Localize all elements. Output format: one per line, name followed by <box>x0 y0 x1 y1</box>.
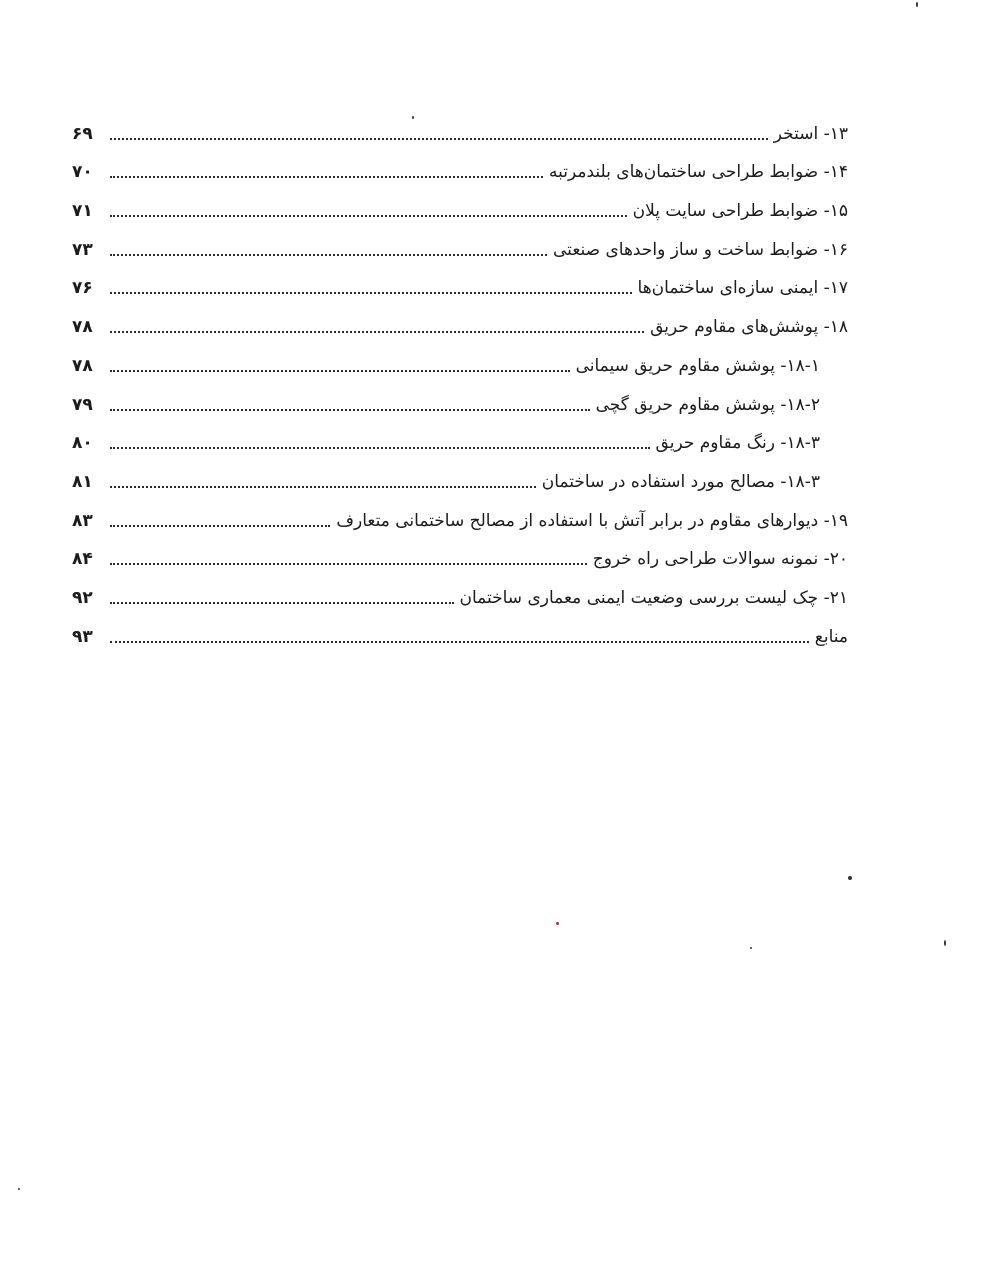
scan-speck <box>916 2 918 7</box>
scan-speck <box>848 876 852 880</box>
toc-entry-title: ۱۸-۲- پوشش مقاوم حریق گچی <box>595 394 820 415</box>
toc-entry-title: ۱۵- ضوابط طراحی سایت پلان <box>632 201 848 222</box>
dot-leader <box>110 447 650 449</box>
toc-subentry <box>72 375 848 414</box>
toc-entry-page: ۸۳ <box>72 510 93 531</box>
toc-entry-page: ۷۶ <box>72 278 93 299</box>
toc-entry-title: ۱۶- ضوابط ساخت و ساز واحدهای صنعتی <box>553 239 848 260</box>
toc-entry <box>72 259 848 298</box>
scan-speck <box>944 940 946 946</box>
toc-entry-page: ۷۰ <box>72 162 93 183</box>
scan-speck <box>750 947 752 949</box>
toc-subentry <box>72 452 848 491</box>
toc-entry-title: ۱۳- استخر <box>773 123 848 144</box>
toc-entry-title: ۱۸-۳- مصالح مورد استفاده در ساختمان <box>541 471 820 492</box>
toc-entry-page: ۷۳ <box>72 239 93 260</box>
toc-entry-page: ۸۰ <box>72 433 93 454</box>
toc-entry-title: ۱۸- پوشش‌های مقاوم حریق <box>650 317 848 338</box>
toc-subentry <box>72 336 848 375</box>
toc-entry-page: ۷۱ <box>72 201 93 222</box>
toc-entry-title: ۲۱- چک لیست بررسی وضعیت ایمنی معماری ساختمان <box>459 587 848 608</box>
dot-leader <box>110 331 644 333</box>
toc-entry <box>72 491 848 530</box>
dot-leader <box>110 138 768 140</box>
dot-leader <box>110 370 570 372</box>
toc-entry-page: ۷۸ <box>72 355 93 376</box>
toc-entry-page: ۹۲ <box>72 587 93 608</box>
toc-entry-page: ۹۳ <box>72 626 93 647</box>
toc-entry-title: ۱۹- دیوارهای مقاوم در برابر آتش با استفاده از مصالح ساختمانی متعارف <box>336 510 848 531</box>
toc-entry-title: ۲۰- نمونه سوالات طراحی راه خروج <box>592 549 848 570</box>
toc-entry <box>72 530 848 569</box>
dot-leader <box>110 641 809 643</box>
toc-entry-page: ۶۹ <box>72 123 93 144</box>
dot-leader <box>110 254 547 256</box>
toc-entry-title: منابع <box>814 626 848 647</box>
dot-leader <box>110 292 632 294</box>
table-of-contents <box>72 104 848 646</box>
toc-entry-title: ۱۸-۳- رنگ مقاوم حریق <box>655 433 820 454</box>
dot-leader <box>110 602 454 604</box>
toc-entry-page: ۸۴ <box>72 549 93 570</box>
toc-entry <box>72 297 848 336</box>
dot-leader <box>110 215 627 217</box>
toc-entry-title: ۱۷- ایمنی سازه‌ای ساختمان‌ها <box>637 278 848 299</box>
toc-entry-title: ۱۸-۱- پوشش مقاوم حریق سیمانی <box>575 355 820 376</box>
toc-entry-page: ۸۱ <box>72 471 93 492</box>
dot-leader <box>110 176 543 178</box>
dot-leader <box>110 563 587 565</box>
dot-leader <box>110 525 330 527</box>
toc-entry <box>72 181 848 220</box>
dot-leader <box>110 409 590 411</box>
scan-speck <box>556 922 559 925</box>
dot-leader <box>110 486 536 488</box>
toc-entry-page: ۷۸ <box>72 317 93 338</box>
toc-entry <box>72 220 848 259</box>
toc-entry <box>72 568 848 607</box>
toc-entry-title: ۱۴- ضوابط طراحی ساختمان‌های بلندمرتبه <box>548 162 848 183</box>
toc-entry <box>72 104 848 143</box>
toc-entry-page: ۷۹ <box>72 394 93 415</box>
toc-entry <box>72 607 848 646</box>
toc-subentry <box>72 414 848 453</box>
scan-speck <box>18 1188 20 1190</box>
scan-speck <box>412 116 414 119</box>
toc-entry <box>72 143 848 182</box>
